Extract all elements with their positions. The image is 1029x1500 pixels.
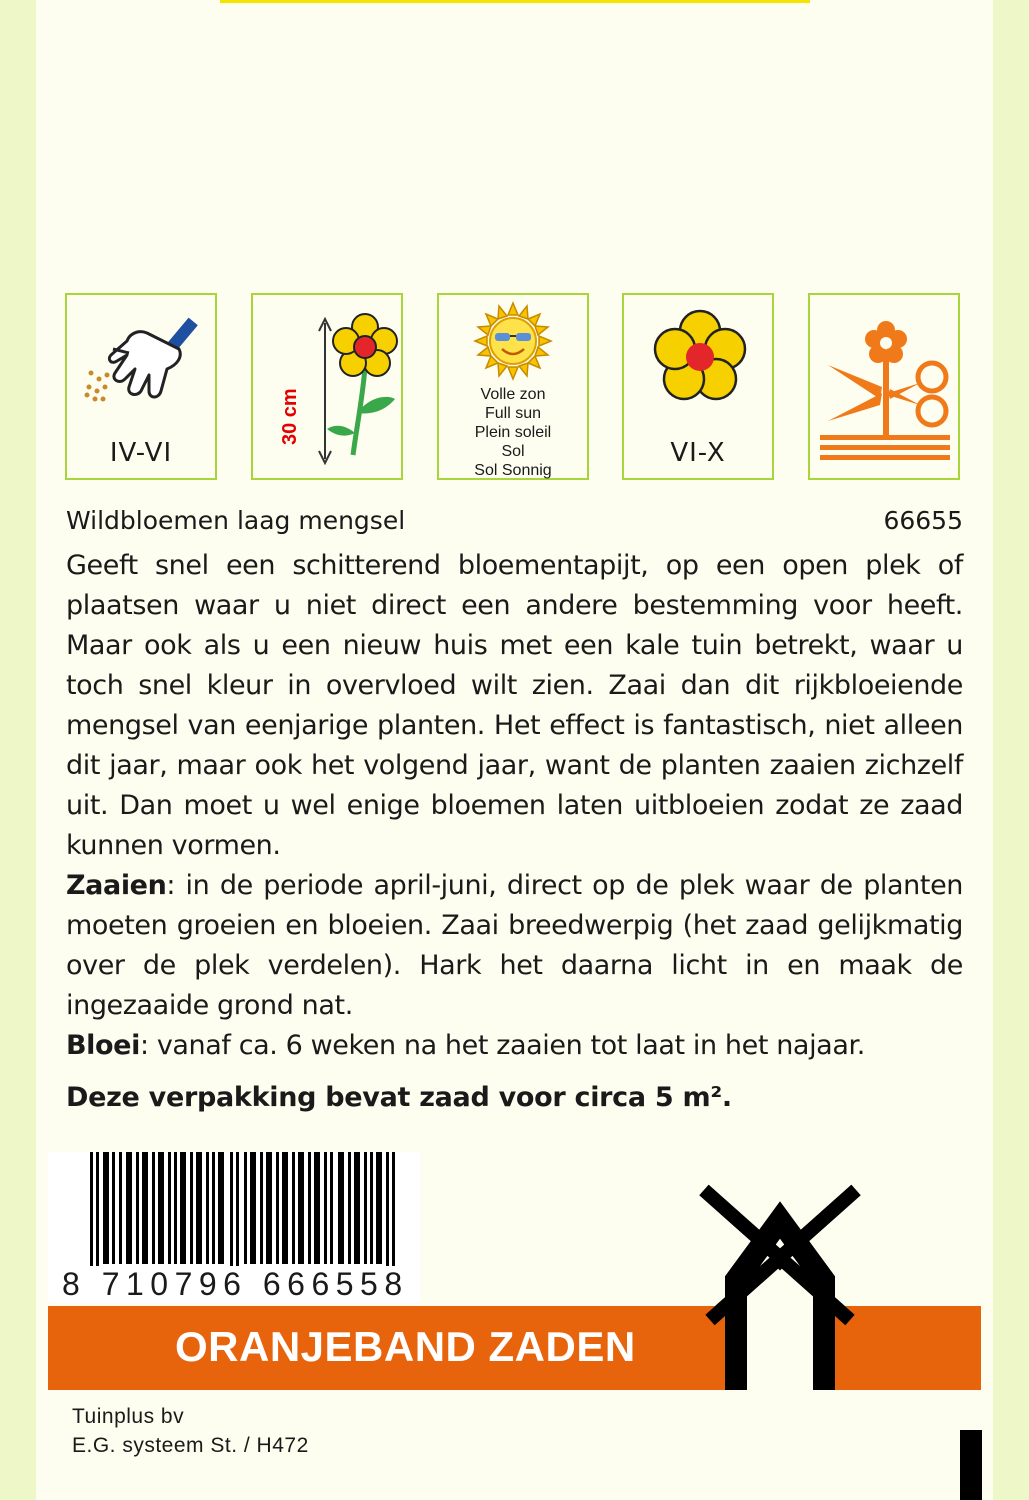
brand-name: ORANJEBAND ZADEN	[175, 1323, 636, 1370]
sowing-heading: Zaaien	[66, 870, 167, 901]
barcode-number: 8 710796 666558	[62, 1266, 412, 1303]
sowing-period-label: IV-VI	[109, 438, 173, 468]
sun-text-line: Full sun	[484, 405, 542, 422]
flowering-period-label: VI-X	[670, 438, 726, 468]
bloom-paragraph	[66, 1026, 963, 1066]
plant-height-label: 30 cm	[279, 388, 301, 445]
right-border-stripe	[993, 0, 1029, 1500]
hand-sowing-icon	[67, 295, 219, 435]
left-border-stripe	[0, 0, 36, 1500]
footer-block	[72, 1402, 309, 1460]
sowing-period-box	[65, 293, 217, 480]
print-mark	[960, 1430, 982, 1500]
sowing-paragraph	[66, 866, 963, 1026]
flowering-period-box	[622, 293, 774, 480]
sun-text-line: Sol	[501, 443, 525, 460]
system-code: E.G. systeem St. / H472	[72, 1434, 309, 1457]
cut-flower-icon	[810, 295, 962, 478]
product-name: Wildbloemen laag mengsel	[66, 506, 406, 535]
cut-flower-box	[808, 293, 960, 480]
full-sun-icon	[439, 295, 591, 385]
description-text: Geeft snel een schitterend bloementapijt, op een open plek of plaatsen waar u niet direct een andere bestemming voor heeft. Maar ook als u een nieuw huis met een kale tuin betrekt, waar u toch snel kleur in overvloed wilt zien. Zaai dan dit rijkbloeiende mengsel van eenjarige planten. Het effect is fantastisch, niet alleen dit jaar, maar ook het volgend jaar, want de planten zaaien zichzelf uit. Dan moet u wel enige bloemen laten uitbloeien zodat ze zaad kunnen vormen.	[66, 550, 963, 861]
company-name: Tuinplus bv	[72, 1405, 185, 1428]
coverage-note: Deze verpakking bevat zaad voor circa 5 m².	[66, 1082, 732, 1113]
flower-icon	[624, 295, 776, 435]
product-code: 66655	[883, 506, 963, 535]
sun-text-line: Volle zon	[480, 386, 546, 403]
plant-height-icon	[253, 295, 405, 478]
sowing-text: : in de periode april-juni, direct op de plek waar de planten moeten groeien en bloeien. Zaai breedwerpig (het zaad gelijkmatig over de plek verdelen). Hark het daarna licht in en maak de ingezaaide grond nat.	[66, 870, 963, 1021]
product-title-row	[66, 506, 963, 542]
top-color-bar	[220, 0, 810, 3]
bloom-text: : vanaf ca. 6 weken na het zaaien tot laat in het najaar.	[139, 1030, 865, 1061]
sun-text-block	[439, 385, 587, 480]
sun-text-line: Plein soleil	[474, 424, 552, 441]
bloom-heading: Bloei	[66, 1030, 140, 1061]
sun-requirement-box	[437, 293, 589, 480]
sun-text-line: Sol Sonnig	[474, 462, 552, 479]
description-block	[66, 546, 963, 1066]
plant-height-box	[251, 293, 403, 480]
